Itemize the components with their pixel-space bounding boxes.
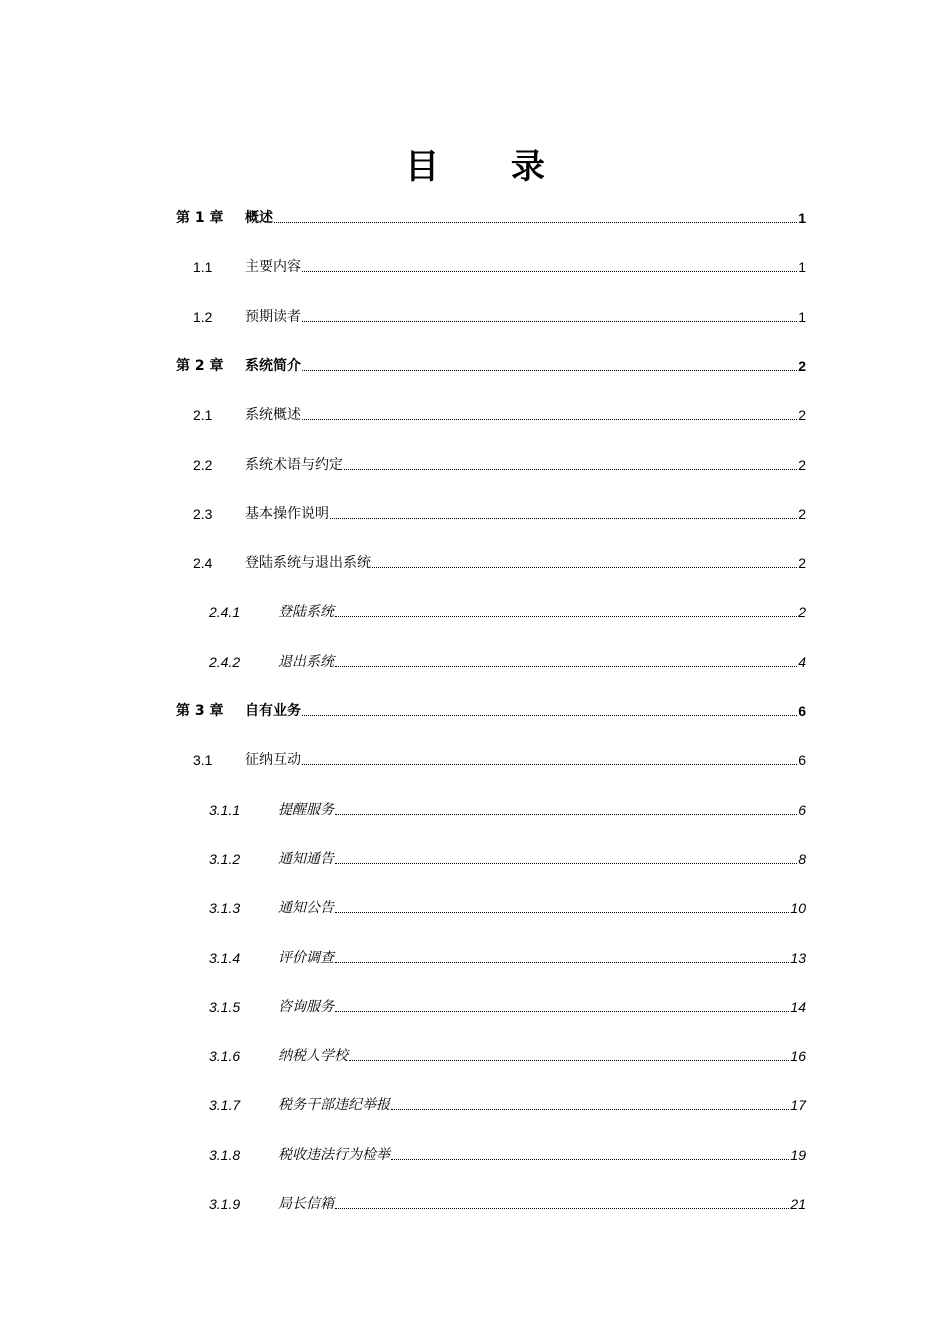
toc-entry-page-number: 2 <box>798 505 806 522</box>
toc-leader-dots <box>335 814 797 815</box>
toc-leader-dots <box>335 616 797 617</box>
toc-entry-page-number: 2 <box>798 357 806 374</box>
toc-leader-dots <box>391 1159 789 1160</box>
toc-entry-page-number: 2 <box>798 456 806 473</box>
toc-entry-number: 第 2 章 <box>176 357 224 374</box>
toc-entry-label: 评价调查 <box>278 949 334 966</box>
toc-entry-label: 系统概述 <box>245 407 301 424</box>
toc-entry-page-number: 1 <box>798 210 806 226</box>
toc-entry-number: 3.1.5 <box>209 998 241 1015</box>
toc-leader-dots <box>302 764 797 765</box>
toc-entry-number: 3.1 <box>193 752 213 769</box>
toc-leader-dots <box>335 962 789 963</box>
toc-entry-page-number: 16 <box>790 1048 806 1065</box>
toc-entry[interactable] <box>193 451 806 475</box>
toc-leader-dots <box>344 469 797 470</box>
toc-entry-number: 2.4.1 <box>209 604 241 621</box>
toc-entry[interactable] <box>209 598 806 622</box>
toc-entry[interactable] <box>209 648 806 672</box>
toc-entry-label: 提醒服务 <box>278 801 334 818</box>
toc-entry-page-number: 6 <box>798 801 806 818</box>
toc-entry-label: 基本操作说明 <box>245 505 329 522</box>
toc-entry-page-number: 2 <box>798 555 806 572</box>
toc-entry[interactable] <box>193 746 806 770</box>
toc-entry-label: 概述 <box>245 210 273 226</box>
toc-entry-number: 3.1.3 <box>209 900 241 917</box>
toc-entry[interactable] <box>209 1141 806 1165</box>
toc-entry-label: 通知公告 <box>278 900 334 917</box>
toc-entry[interactable] <box>209 1190 806 1214</box>
toc-entry[interactable] <box>193 253 806 277</box>
toc-leader-dots <box>302 271 797 272</box>
toc-entry-label: 系统简介 <box>245 357 301 374</box>
toc-entry[interactable] <box>209 993 806 1017</box>
toc-entry-number: 3.1.1 <box>209 801 241 818</box>
toc-entry-number: 1.2 <box>193 308 213 325</box>
toc-entry[interactable] <box>176 352 806 376</box>
toc-entry-label: 自有业务 <box>245 703 301 719</box>
toc-entry-page-number: 19 <box>790 1146 806 1163</box>
toc-leader-dots <box>372 567 797 568</box>
toc-entry-label: 登陆系统与退出系统 <box>245 555 371 572</box>
toc-entry-number: 3.1.6 <box>209 1048 241 1065</box>
toc-entry[interactable] <box>193 401 806 425</box>
toc-entry[interactable] <box>209 796 806 820</box>
toc-entry-number: 3.1.7 <box>209 1097 241 1114</box>
toc-leader-dots <box>274 222 797 223</box>
toc-leader-dots <box>302 321 797 322</box>
toc-entry-number: 3.1.9 <box>209 1196 241 1212</box>
toc-entry-page-number: 10 <box>790 900 806 917</box>
toc-entry[interactable] <box>209 1091 806 1115</box>
toc-entry-page-number: 1 <box>798 308 806 325</box>
toc-leader-dots <box>302 419 797 420</box>
toc-entry-page-number: 2 <box>798 604 806 621</box>
toc-entry-page-number: 6 <box>798 703 806 719</box>
toc-entry-number: 3.1.4 <box>209 949 241 966</box>
toc-entry-number: 2.3 <box>193 505 213 522</box>
toc-entry[interactable] <box>209 894 806 918</box>
toc-entry-number: 3.1.8 <box>209 1146 241 1163</box>
toc-entry[interactable] <box>209 1042 806 1066</box>
toc-leader-dots <box>335 1011 789 1012</box>
toc-entry-label: 税收违法行为检举 <box>278 1146 390 1163</box>
toc-entry-label: 通知通告 <box>278 850 334 867</box>
toc-entry[interactable] <box>176 697 806 721</box>
toc-entry-label: 税务干部违纪举报 <box>278 1097 390 1114</box>
toc-entry-number: 3.1.2 <box>209 850 241 867</box>
toc-leader-dots <box>335 666 797 667</box>
toc-entry[interactable] <box>193 303 806 327</box>
toc-entry-number: 第 1 章 <box>176 210 224 226</box>
toc-leader-dots <box>302 715 797 716</box>
toc-entry-label: 登陆系统 <box>278 604 334 621</box>
toc-entry-label: 主要内容 <box>245 259 301 276</box>
toc-entry-number: 2.2 <box>193 456 213 473</box>
toc-entry-label: 征纳互动 <box>245 752 301 769</box>
toc-entry[interactable] <box>176 204 806 228</box>
toc-entry-page-number: 8 <box>798 850 806 867</box>
toc-entry-page-number: 13 <box>790 949 806 966</box>
toc-entry-page-number: 6 <box>798 752 806 769</box>
toc-entry[interactable] <box>193 500 806 524</box>
toc-title: 目 录 <box>405 147 575 187</box>
toc-entry-page-number: 17 <box>790 1097 806 1114</box>
toc-entry-number: 2.1 <box>193 407 213 424</box>
toc-leader-dots <box>335 863 797 864</box>
toc-entry-number: 2.4.2 <box>209 653 241 670</box>
toc-entry-number: 第 3 章 <box>176 703 224 719</box>
toc-entry-label: 局长信箱 <box>278 1196 334 1212</box>
toc-leader-dots <box>335 912 789 913</box>
toc-entry-label: 系统术语与约定 <box>245 456 343 473</box>
toc-entry[interactable] <box>193 549 806 573</box>
toc-entry-page-number: 14 <box>790 998 806 1015</box>
toc-entry-number: 2.4 <box>193 555 213 572</box>
toc-entry-label: 纳税人学校 <box>278 1048 348 1065</box>
toc-leader-dots <box>335 1208 789 1209</box>
toc-leader-dots <box>349 1060 789 1061</box>
toc-entry-page-number: 4 <box>798 653 806 670</box>
toc-entry-label: 预期读者 <box>245 308 301 325</box>
toc-entry-number: 1.1 <box>193 259 213 276</box>
toc-entry[interactable] <box>209 944 806 968</box>
toc-entry-label: 咨询服务 <box>278 998 334 1015</box>
toc-leader-dots <box>330 518 797 519</box>
toc-leader-dots <box>302 370 797 371</box>
toc-entry-page-number: 1 <box>798 259 806 276</box>
toc-entry-label: 退出系统 <box>278 653 334 670</box>
toc-entry[interactable] <box>209 845 806 869</box>
toc-entry-page-number: 21 <box>790 1196 806 1212</box>
toc-leader-dots <box>391 1109 789 1110</box>
toc-entry-page-number: 2 <box>798 407 806 424</box>
